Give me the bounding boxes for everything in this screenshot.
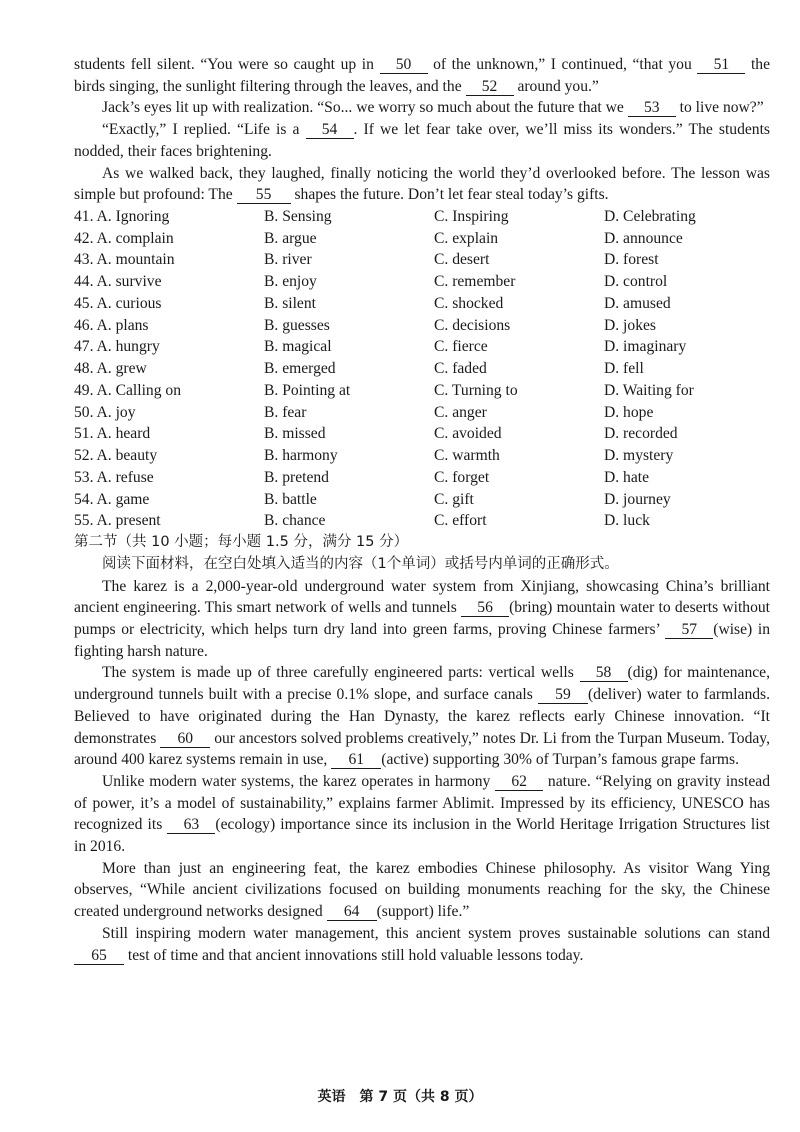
option-a: 50. A. joy [74, 403, 136, 421]
text: As we walked back, they laughed, finally noticing the world they’d overlooked before. The lesson was simple but profound: The [74, 164, 770, 204]
option-d: D. luck [604, 512, 650, 530]
option-a: 53. A. refuse [74, 468, 154, 486]
blank-57: 57 [665, 621, 713, 639]
text: (deliver) water to farmlands. Believed to have originated during the Han Dynasty, the karez reflects early Chinese innovation. “It demonstrates [74, 686, 771, 747]
option-c: C. gift [434, 490, 474, 508]
option-d: D. recorded [604, 425, 678, 443]
option-row [74, 293, 770, 315]
option-b: B. guesses [264, 316, 330, 334]
option-d: D. Celebrating [604, 207, 696, 225]
option-a: 55. A. present [74, 512, 161, 530]
option-b: B. emerged [264, 360, 336, 378]
option-c: C. warmth [434, 447, 500, 465]
option-c: C. shocked [434, 294, 504, 312]
option-c: C. Inspiring [434, 207, 509, 225]
option-d: D. forest [604, 251, 659, 269]
option-c: C. decisions [434, 316, 511, 334]
text: around you.” [517, 77, 599, 95]
option-c: C. effort [434, 512, 487, 530]
blank-53: 53 [628, 99, 676, 117]
option-row [74, 445, 770, 467]
option-a: 49. A. Calling on [74, 381, 181, 399]
blank-55: 55 [237, 186, 291, 204]
option-b: B. pretend [264, 468, 329, 486]
blank-52: 52 [466, 78, 514, 96]
section-instruction: 阅读下面材料，在空白处填入适当的内容（1个单词）或括号内单词的正确形式。 [102, 555, 619, 572]
passage1-paragraph [74, 119, 770, 162]
option-d: D. announce [604, 229, 683, 247]
text: test of time and that ancient innovations still hold valuable lessons today. [127, 946, 584, 964]
option-a: 47. A. hungry [74, 338, 160, 356]
blank-61: 61 [331, 751, 381, 769]
option-row [74, 315, 770, 337]
text: (active) supporting 30% of Turpan’s famous grape farms. [381, 751, 739, 769]
option-a: 45. A. curious [74, 294, 162, 312]
passage2-paragraph [74, 923, 770, 966]
option-c: C. forget [434, 468, 490, 486]
option-row [74, 489, 770, 511]
option-a: 43. A. mountain [74, 251, 175, 269]
text: (support) life.” [376, 903, 470, 921]
option-a: 44. A. survive [74, 273, 162, 291]
option-b: B. fear [264, 403, 307, 421]
blank-60: 60 [160, 730, 210, 748]
option-row [74, 467, 770, 489]
option-c: C. explain [434, 229, 499, 247]
blank-63: 63 [167, 816, 215, 834]
page-content [74, 54, 770, 966]
option-c: C. avoided [434, 425, 502, 443]
text: (wise) in fighting harsh nature. [74, 620, 771, 660]
option-c: C. desert [434, 251, 490, 269]
option-d: D. Waiting for [604, 381, 694, 399]
blank-50: 50 [380, 56, 428, 74]
option-row [74, 271, 770, 293]
text: (bring) mountain water to deserts without pumps or electricity, which helps turn dry land into green farms, proving Chinese farmers’ [74, 599, 771, 638]
passage2-paragraph [74, 771, 770, 858]
text: students fell silent. “You were so caught up in [74, 56, 374, 73]
option-a: 46. A. plans [74, 316, 149, 334]
text: Still inspiring modern water management, this ancient system proves sustainable solutions can stand [102, 924, 770, 942]
blank-51: 51 [697, 56, 745, 74]
option-row [74, 423, 770, 445]
option-row [74, 380, 770, 402]
option-d: D. hope [604, 403, 654, 421]
passage1-paragraph [74, 54, 770, 97]
option-d: D. mystery [604, 447, 674, 465]
option-d: D. control [604, 273, 668, 291]
option-c: C. Turning to [434, 381, 518, 399]
option-row [74, 510, 770, 532]
text: “Exactly,” I replied. “Life is a [102, 121, 300, 139]
option-a: 41. A. Ignoring [74, 207, 170, 225]
text: of the unknown,” I continued, “that you [433, 56, 692, 73]
passage1-paragraph [74, 163, 770, 206]
passage1-paragraph [74, 97, 770, 119]
text: (dig) for maintenance, underground tunnels built with a precise 0.1% slope, and surface canals [74, 664, 770, 704]
option-b: B. missed [264, 425, 326, 443]
passage2-paragraph [74, 858, 770, 923]
blank-58: 58 [580, 664, 628, 682]
option-c: C. faded [434, 360, 487, 378]
option-c: C. anger [434, 403, 487, 421]
text: nature. “Relying on gravity instead of power, it’s a model of sustainability,” explains farmer Ablimit. Impressed by its efficiency, UNESCO has recognized its [74, 772, 771, 834]
option-row [74, 402, 770, 424]
blank-64: 64 [327, 903, 377, 921]
blank-54: 54 [306, 121, 354, 139]
text: (ecology) importance since its inclusion in the World Heritage Irrigation Structures list in 2016. [74, 816, 770, 856]
answer-options [74, 206, 770, 532]
option-row [74, 249, 770, 271]
option-b: B. argue [264, 229, 317, 247]
text: . If we let fear take over, we’ll miss its wonders.” The students nodded, their faces brightening. [74, 121, 770, 160]
blank-59: 59 [538, 686, 588, 704]
option-a: 42. A. complain [74, 229, 174, 247]
option-b: B. Sensing [264, 207, 332, 225]
blank-65: 65 [74, 947, 124, 965]
option-a: 54. A. game [74, 490, 150, 508]
option-b: B. magical [264, 338, 332, 356]
blank-56: 56 [461, 599, 509, 617]
option-b: B. Pointing at [264, 381, 351, 399]
option-b: B. enjoy [264, 273, 317, 291]
option-a: 48. A. grew [74, 360, 147, 378]
option-row [74, 228, 770, 250]
section-title: 第二节（共 10 小题；每小题 1.5 分，满分 15 分） [74, 534, 409, 551]
option-b: B. silent [264, 294, 316, 312]
passage2-paragraph [74, 576, 770, 663]
option-c: C. remember [434, 273, 516, 291]
page-footer: 英语 第 7 页（共 8 页） [317, 1089, 483, 1105]
option-a: 51. A. heard [74, 425, 151, 443]
text: The karez is a 2,000-year-old underground water system from Xinjiang, showcasing China’s brilliant ancient engineering. This smart network of wells and tunnels [74, 577, 770, 617]
text: the birds singing, the sunlight filtering through the leaves, and the [74, 56, 771, 95]
option-b: B. battle [264, 490, 317, 508]
text: More than just an engineering feat, the karez embodies Chinese philosophy. As visitor Wang Ying observes, “While ancient civilizations focused on building monuments reaching for the sky, the Chinese created underground networks designed [74, 859, 770, 921]
text: The system is made up of three carefully engineered parts: vertical wells [102, 664, 574, 682]
option-row [74, 358, 770, 380]
option-d: D. amused [604, 294, 671, 312]
text: shapes the future. Don’t let fear steal today’s gifts. [294, 186, 609, 204]
option-row [74, 336, 770, 358]
option-b: B. chance [264, 512, 326, 530]
option-d: D. journey [604, 490, 671, 508]
option-d: D. jokes [604, 316, 656, 334]
text: our ancestors solved problems creatively,” notes Dr. Li from the Turpan Museum. Today, around 400 karez systems remain in use, [74, 729, 770, 769]
option-a: 52. A. beauty [74, 447, 158, 465]
option-d: D. fell [604, 360, 644, 378]
text: Unlike modern water systems, the karez operates in harmony [102, 772, 491, 790]
text: to live now?” [679, 99, 764, 117]
option-d: D. imaginary [604, 338, 687, 356]
option-c: C. fierce [434, 338, 488, 356]
option-b: B. harmony [264, 447, 338, 465]
option-b: B. river [264, 251, 312, 269]
blank-62: 62 [495, 773, 543, 791]
option-d: D. hate [604, 468, 650, 486]
passage2-paragraph [74, 662, 770, 771]
text: Jack’s eyes lit up with realization. “So... we worry so much about the future that we [102, 99, 624, 117]
option-row [74, 206, 770, 228]
